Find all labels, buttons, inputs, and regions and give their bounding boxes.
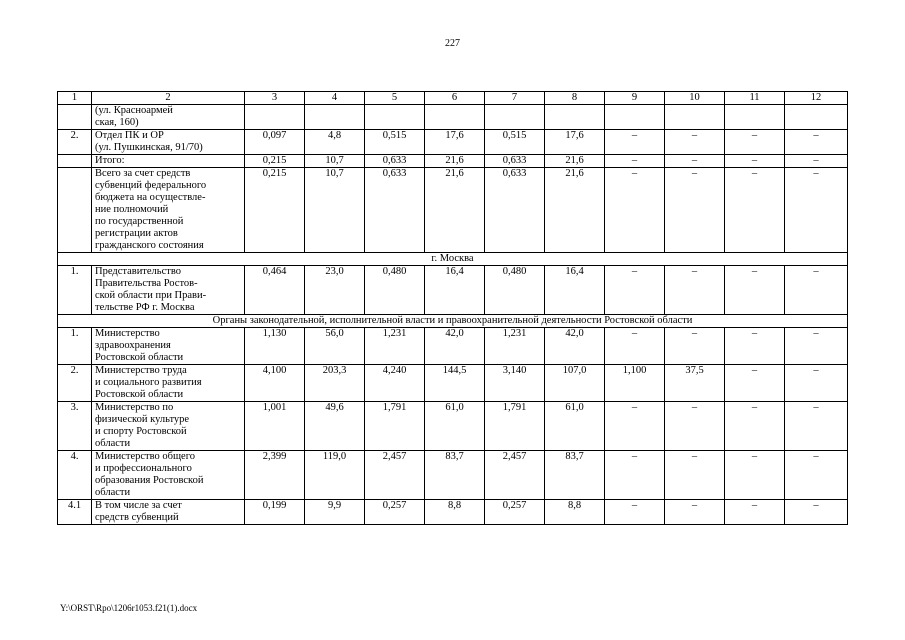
value-cell: – [605, 168, 665, 253]
value-cell: – [725, 155, 785, 168]
value-cell: – [725, 500, 785, 525]
value-cell: 0,257 [365, 500, 425, 525]
table-row [58, 168, 848, 253]
row-name: Министерство общего и профессионального образования Ростовской области [92, 451, 245, 500]
row-name: Итого: [92, 155, 245, 168]
value-cell: – [665, 402, 725, 451]
value-cell [245, 105, 305, 130]
value-cell [425, 105, 485, 130]
value-cell: – [785, 451, 848, 500]
value-cell: 2,457 [365, 451, 425, 500]
header-cell: 10 [665, 92, 725, 105]
value-cell: 1,231 [485, 328, 545, 365]
value-cell: 2,457 [485, 451, 545, 500]
table-row [58, 451, 848, 500]
value-cell: 61,0 [545, 402, 605, 451]
row-number [58, 168, 92, 253]
value-cell [545, 105, 605, 130]
value-cell: 1,791 [365, 402, 425, 451]
value-cell: – [785, 402, 848, 451]
table-row [58, 105, 848, 130]
value-cell: 107,0 [545, 365, 605, 402]
value-cell: – [665, 130, 725, 155]
value-cell: 42,0 [545, 328, 605, 365]
value-cell: – [785, 155, 848, 168]
value-cell: – [605, 130, 665, 155]
row-name: Министерство здравоохранения Ростовской области [92, 328, 245, 365]
value-cell: – [725, 328, 785, 365]
value-cell: 1,001 [245, 402, 305, 451]
value-cell: 83,7 [425, 451, 485, 500]
value-cell: 21,6 [425, 155, 485, 168]
value-cell: – [665, 328, 725, 365]
row-number [58, 155, 92, 168]
value-cell: – [785, 328, 848, 365]
row-name: Всего за счет средств субвенций федерального бюджета на осуществле- ние полномочий по государственной регистрации актов гражданского состояния [92, 168, 245, 253]
value-cell [725, 105, 785, 130]
value-cell: 0,480 [365, 266, 425, 315]
header-cell: 4 [305, 92, 365, 105]
row-number: 2. [58, 130, 92, 155]
value-cell [665, 105, 725, 130]
value-cell: 0,515 [485, 130, 545, 155]
value-cell: 16,4 [425, 266, 485, 315]
section-title: Органы законодательной, исполнительной власти и правоохранительной деятельности Ростовской области [58, 315, 848, 328]
row-number [58, 105, 92, 130]
value-cell: – [665, 451, 725, 500]
value-cell: 8,8 [425, 500, 485, 525]
header-cell: 9 [605, 92, 665, 105]
file-path-footer: Y:\ORST\Rpo\1206r1053.f21(1).docx [60, 603, 198, 613]
header-cell: 8 [545, 92, 605, 105]
value-cell: 0,257 [485, 500, 545, 525]
value-cell: 23,0 [305, 266, 365, 315]
value-cell: 21,6 [545, 155, 605, 168]
value-cell: 10,7 [305, 168, 365, 253]
row-number: 3. [58, 402, 92, 451]
value-cell: 17,6 [425, 130, 485, 155]
value-cell: 0,199 [245, 500, 305, 525]
value-cell: 2,399 [245, 451, 305, 500]
value-cell: – [785, 168, 848, 253]
value-cell: – [605, 155, 665, 168]
value-cell: 203,3 [305, 365, 365, 402]
header-cell: 6 [425, 92, 485, 105]
value-cell: 1,791 [485, 402, 545, 451]
value-cell: 16,4 [545, 266, 605, 315]
section-title: г. Москва [58, 253, 848, 266]
value-cell [605, 105, 665, 130]
value-cell: 0,464 [245, 266, 305, 315]
row-number: 4.1 [58, 500, 92, 525]
data-table [57, 91, 848, 525]
value-cell: 1,231 [365, 328, 425, 365]
value-cell: 1,100 [605, 365, 665, 402]
row-name: (ул. Красноармей ская, 160) [92, 105, 245, 130]
table-row [58, 155, 848, 168]
value-cell: 83,7 [545, 451, 605, 500]
value-cell: – [725, 365, 785, 402]
value-cell: 4,240 [365, 365, 425, 402]
value-cell: 1,130 [245, 328, 305, 365]
value-cell: 0,633 [365, 168, 425, 253]
value-cell: – [725, 168, 785, 253]
row-name: Министерство по физической культуре и спорту Ростовской области [92, 402, 245, 451]
table-row [58, 130, 848, 155]
value-cell: 61,0 [425, 402, 485, 451]
value-cell: – [665, 155, 725, 168]
header-cell: 7 [485, 92, 545, 105]
value-cell: 9,9 [305, 500, 365, 525]
value-cell: – [665, 266, 725, 315]
table-row [58, 328, 848, 365]
value-cell: – [785, 365, 848, 402]
row-number: 1. [58, 266, 92, 315]
value-cell: – [665, 500, 725, 525]
value-cell: 0,515 [365, 130, 425, 155]
value-cell: 21,6 [545, 168, 605, 253]
value-cell: – [605, 451, 665, 500]
section-header-row [58, 253, 848, 266]
header-cell: 11 [725, 92, 785, 105]
value-cell: – [605, 266, 665, 315]
value-cell: – [725, 266, 785, 315]
value-cell: – [605, 500, 665, 525]
value-cell: 4,100 [245, 365, 305, 402]
header-cell: 1 [58, 92, 92, 105]
value-cell: 0,633 [365, 155, 425, 168]
table-row [58, 365, 848, 402]
value-cell: – [785, 266, 848, 315]
value-cell: 0,633 [485, 155, 545, 168]
value-cell: – [665, 168, 725, 253]
value-cell: 119,0 [305, 451, 365, 500]
value-cell: – [605, 328, 665, 365]
header-cell: 5 [365, 92, 425, 105]
row-name: Представительство Правительства Ростов- ской области при Прави- тельстве РФ г. Москва [92, 266, 245, 315]
row-name: В том числе за счет средств субвенций [92, 500, 245, 525]
header-cell: 2 [92, 92, 245, 105]
value-cell: – [725, 451, 785, 500]
value-cell: 0,633 [485, 168, 545, 253]
value-cell: – [725, 402, 785, 451]
value-cell [485, 105, 545, 130]
value-cell: 0,215 [245, 168, 305, 253]
row-number: 1. [58, 328, 92, 365]
value-cell: 0,097 [245, 130, 305, 155]
value-cell: – [785, 130, 848, 155]
value-cell: – [785, 500, 848, 525]
value-cell [305, 105, 365, 130]
value-cell: 49,6 [305, 402, 365, 451]
value-cell: 21,6 [425, 168, 485, 253]
value-cell: 4,8 [305, 130, 365, 155]
value-cell [785, 105, 848, 130]
value-cell: – [605, 402, 665, 451]
value-cell: 37,5 [665, 365, 725, 402]
value-cell: – [725, 130, 785, 155]
value-cell: 144,5 [425, 365, 485, 402]
value-cell: 17,6 [545, 130, 605, 155]
row-name: Отдел ПК и ОР (ул. Пушкинская, 91/70) [92, 130, 245, 155]
value-cell: 3,140 [485, 365, 545, 402]
value-cell: 8,8 [545, 500, 605, 525]
value-cell: 42,0 [425, 328, 485, 365]
header-cell: 12 [785, 92, 848, 105]
value-cell: 0,480 [485, 266, 545, 315]
row-name: Министерство труда и социального развития Ростовской области [92, 365, 245, 402]
table-row [58, 500, 848, 525]
value-cell: 56,0 [305, 328, 365, 365]
page-number: 227 [445, 38, 460, 49]
value-cell [365, 105, 425, 130]
header-row [58, 92, 848, 105]
row-number: 4. [58, 451, 92, 500]
table-row [58, 402, 848, 451]
row-number: 2. [58, 365, 92, 402]
value-cell: 0,215 [245, 155, 305, 168]
header-cell: 3 [245, 92, 305, 105]
table-row [58, 266, 848, 315]
value-cell: 10,7 [305, 155, 365, 168]
section-header-row [58, 315, 848, 328]
